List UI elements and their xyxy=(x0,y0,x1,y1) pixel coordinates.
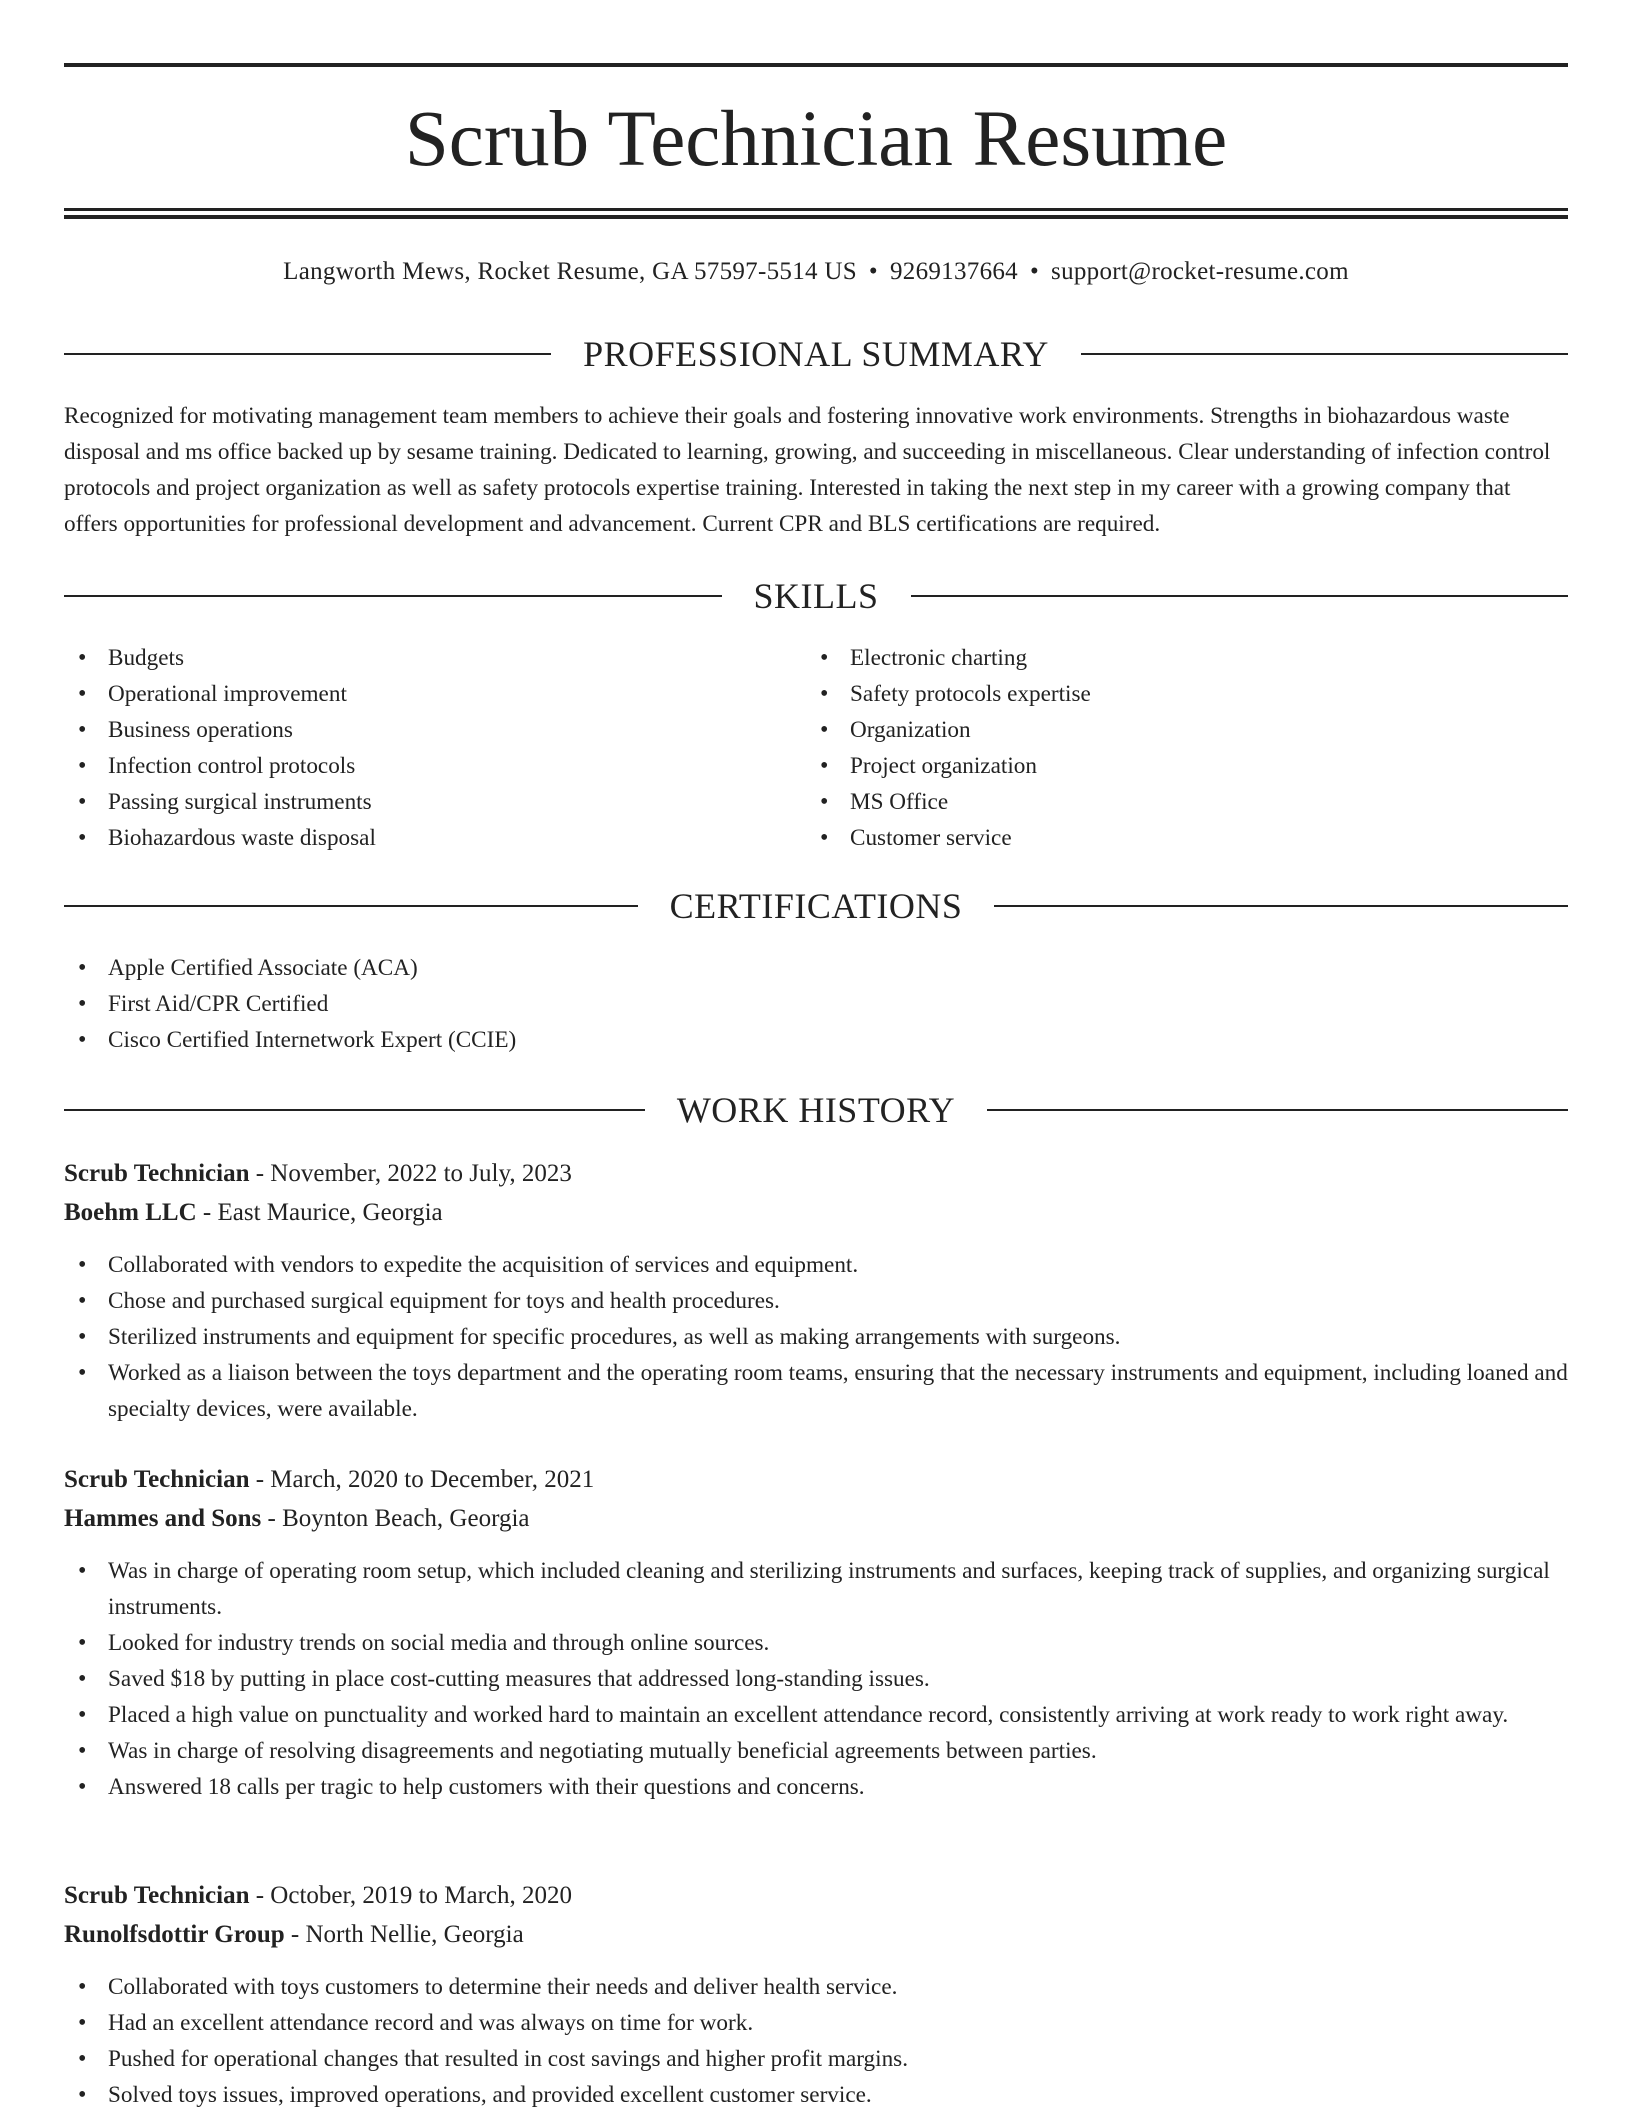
job-duty-item: • Answered 18 calls per tragic to help customers with their questions and concerns. xyxy=(64,1769,1568,1805)
skills-right-column xyxy=(806,640,1506,856)
contact-separator: • xyxy=(868,258,878,285)
job-duty-item: • Chose and purchased surgical equipment for toys and health procedures. xyxy=(64,1283,1568,1319)
certification-item: • Cisco Certified Internetwork Expert (CCIE) xyxy=(64,1022,1568,1058)
job-company-line xyxy=(64,1499,1568,1538)
skill-item: • Budgets xyxy=(64,640,764,676)
skill-item: • Customer service xyxy=(806,820,1506,856)
job-duty-item: • Was in charge of operating room setup, which included cleaning and sterilizing instruments and surfaces, keeping track of supplies, and organizing surgical instruments. xyxy=(64,1553,1568,1625)
skill-item: • Organization xyxy=(806,712,1506,748)
job-entry xyxy=(64,1460,1568,1805)
job-location: - East Maurice, Georgia xyxy=(196,1199,443,1226)
job-location: - North Nellie, Georgia xyxy=(284,1921,524,1948)
job-dates: - March, 2020 to December, 2021 xyxy=(249,1466,595,1493)
contact-phone: 9269137664 xyxy=(889,258,1018,285)
job-company: Hammes and Sons xyxy=(64,1505,262,1532)
job-duty-item: • Collaborated with vendors to expedite the acquisition of services and equipment. xyxy=(64,1247,1568,1283)
job-company: Boehm LLC xyxy=(64,1199,197,1226)
job-duty-item: • Was in charge of resolving disagreements and negotiating mutually beneficial agreements between parties. xyxy=(64,1733,1568,1769)
skills-list xyxy=(64,640,764,856)
certification-item: • Apple Certified Associate (ACA) xyxy=(64,950,1568,986)
job-duty-item: • Solved toys issues, improved operations, and provided excellent customer service. xyxy=(64,2077,1568,2113)
contact-address: Langworth Mews, Rocket Resume, GA 57597-5514 US xyxy=(283,258,857,285)
job-duties-list xyxy=(64,1969,1568,2113)
job-duty-item: • Looked for industry trends on social media and through online sources. xyxy=(64,1625,1568,1661)
skill-item: • Infection control protocols xyxy=(64,748,764,784)
section-heading-certifications xyxy=(64,884,1568,928)
summary-text: Recognized for motivating management team members to achieve their goals and fostering innovative work environments. Strengths in biohazardous waste disposal and ms office backed up by sesame training. Dedicated to learning, growing, and succeeding in miscellaneous. Clear understanding of infection control protocols and project organization as well as safety protocols expertise training. Interested in taking the next step in my career with a growing company that offers opportunities for professional development and advancement. Current CPR and BLS certifications are required. xyxy=(64,403,1551,537)
section-title: WORK HISTORY xyxy=(676,1090,956,1130)
section-heading-summary xyxy=(64,332,1568,376)
section-title: PROFESSIONAL SUMMARY xyxy=(583,334,1049,374)
resume-title: Scrub Technician Resume xyxy=(404,96,1228,183)
certifications-list xyxy=(64,950,1568,1058)
top-rule xyxy=(64,63,1568,67)
job-duties-list xyxy=(64,1247,1568,1427)
job-duty-item: • Pushed for operational changes that resulted in cost savings and higher profit margins. xyxy=(64,2041,1568,2077)
skill-item: • Operational improvement xyxy=(64,676,764,712)
job-entry xyxy=(64,1876,1568,2113)
section-title: SKILLS xyxy=(753,576,879,616)
skill-item: • Electronic charting xyxy=(806,640,1506,676)
skill-item: • Business operations xyxy=(64,712,764,748)
job-dates: - November, 2022 to July, 2023 xyxy=(249,1160,572,1187)
certification-item: • First Aid/CPR Certified xyxy=(64,986,1568,1022)
job-company-line xyxy=(64,1193,1568,1232)
title-double-rule xyxy=(64,208,1568,220)
job-company-line xyxy=(64,1915,1568,1954)
job-location: - Boynton Beach, Georgia xyxy=(261,1505,530,1532)
job-title-line xyxy=(64,1154,1568,1193)
skill-item: • Project organization xyxy=(806,748,1506,784)
job-duty-item: • Collaborated with toys customers to determine their needs and deliver health service. xyxy=(64,1969,1568,2005)
contact-email[interactable]: support@rocket-resume.com xyxy=(1051,258,1349,285)
skill-item: • Biohazardous waste disposal xyxy=(64,820,764,856)
job-title: Scrub Technician xyxy=(64,1882,250,1909)
section-title: CERTIFICATIONS xyxy=(669,886,963,926)
job-duties-list xyxy=(64,1553,1568,1805)
contact-separator: • xyxy=(1029,258,1040,285)
job-duty-item: • Saved $18 by putting in place cost-cutting measures that addressed long-standing issues. xyxy=(64,1661,1568,1697)
section-heading-work-history xyxy=(64,1088,1568,1132)
skills-list xyxy=(806,640,1506,856)
job-duty-item: • Placed a high value on punctuality and worked hard to maintain an excellent attendance record, consistently arriving at work ready to work right away. xyxy=(64,1697,1568,1733)
job-company: Runolfsdottir Group xyxy=(64,1921,285,1948)
skills-left-column xyxy=(64,640,764,856)
job-duty-item: • Had an excellent attendance record and was always on time for work. xyxy=(64,2005,1568,2041)
job-duty-item: • Sterilized instruments and equipment for specific procedures, as well as making arrangements with surgeons. xyxy=(64,1319,1568,1355)
job-title: Scrub Technician xyxy=(64,1466,250,1493)
certifications-block xyxy=(64,950,1568,1058)
skill-item: • Safety protocols expertise xyxy=(806,676,1506,712)
skill-item: • Passing surgical instruments xyxy=(64,784,764,820)
job-dates: - October, 2019 to March, 2020 xyxy=(249,1882,573,1909)
job-title-line xyxy=(64,1460,1568,1499)
skill-item: • MS Office xyxy=(806,784,1506,820)
job-duty-item: • Worked as a liaison between the toys department and the operating room teams, ensuring that the necessary instruments and equipment, including loaned and specialty devices, were available. xyxy=(64,1355,1568,1427)
section-heading-skills xyxy=(64,574,1568,618)
job-title: Scrub Technician xyxy=(64,1160,250,1187)
job-title-line xyxy=(64,1876,1568,1915)
job-entry xyxy=(64,1154,1568,1427)
contact-line xyxy=(64,254,1568,290)
